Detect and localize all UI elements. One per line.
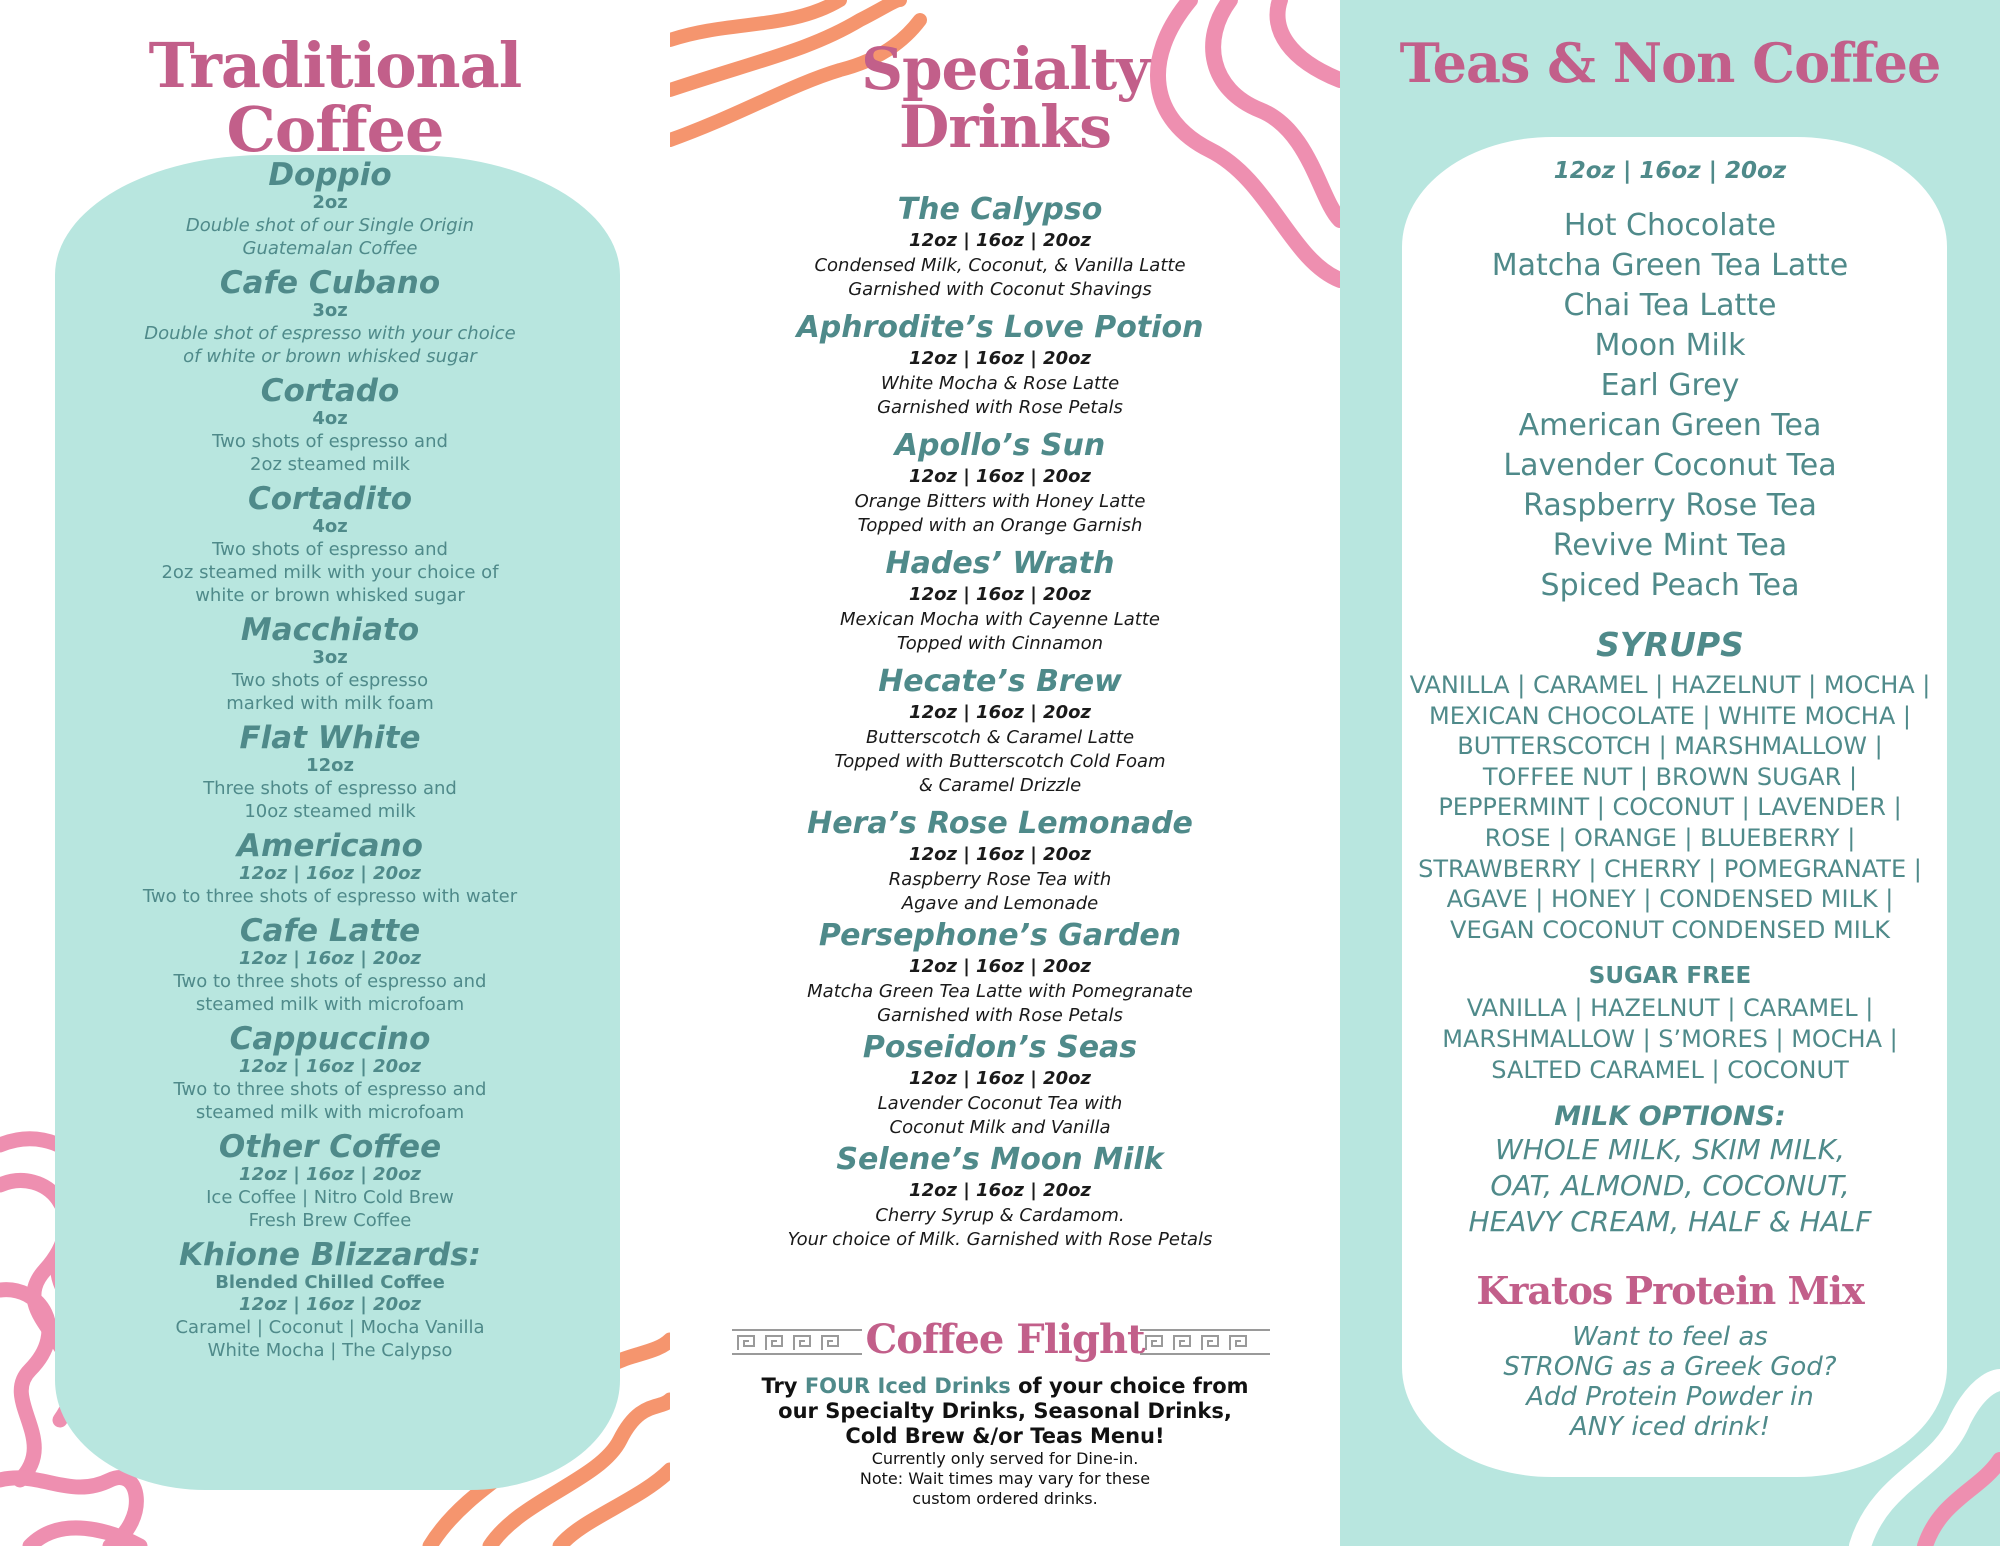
protein-line: Want to feel as — [1572, 1322, 1768, 1352]
traditional-coffee-panel — [0, 0, 670, 1546]
item-desc: Garnished with Coconut Shavings — [848, 279, 1152, 300]
menu-item-americano — [70, 829, 590, 908]
syrup-line: STRAWBERRY | CHERRY | POMEGRANATE | — [1418, 854, 1922, 883]
tea-item: Matcha Green Tea Latte — [1491, 248, 1849, 283]
item-name: Cafe Cubano — [219, 265, 441, 301]
item-desc: Double shot of espresso with your choice — [144, 323, 516, 344]
item-desc: Orange Bitters with Honey Latte — [854, 491, 1146, 512]
protein-section — [1340, 1322, 2000, 1442]
item-desc: Coconut Milk and Vanilla — [889, 1117, 1111, 1138]
tea-item: Revive Mint Tea — [1552, 528, 1788, 563]
item-size: 12oz — [306, 755, 354, 776]
menu-item-other-coffee — [70, 1130, 590, 1232]
item-size: 12oz | 16oz | 20oz — [239, 1056, 421, 1077]
item-desc: Caramel | Coconut | Mocha Vanilla — [175, 1317, 485, 1338]
menu-item-hecates-brew — [690, 664, 1310, 798]
flight-note: custom ordered drinks. — [912, 1489, 1098, 1508]
syrup-line: VANILLA | CARAMEL | HAZELNUT | MOCHA | — [1409, 671, 1931, 699]
item-desc: marked with milk foam — [226, 693, 434, 714]
item-name: Apollo’s Sun — [894, 428, 1106, 463]
tea-item: Hot Chocolate — [1563, 208, 1777, 243]
item-size: 4oz — [312, 516, 348, 537]
item-desc: Two to three shots of espresso and — [173, 971, 487, 992]
protein-line: STRONG as a Greek God? — [1503, 1352, 1837, 1382]
item-name: Cappuccino — [229, 1021, 431, 1057]
menu-item-the-calypso — [690, 192, 1310, 302]
tea-item: Earl Grey — [1600, 368, 1740, 403]
menu-item-hades-wrath — [690, 546, 1310, 656]
item-desc: Ice Coffee | Nitro Cold Brew — [206, 1187, 454, 1208]
item-desc: Two shots of espresso and — [212, 431, 448, 452]
menu-item-aphrodites-love-potion — [690, 310, 1310, 420]
tea-item: Spiced Peach Tea — [1540, 568, 1800, 603]
item-size: 12oz | 16oz | 20oz — [239, 863, 421, 884]
item-name: Flat White — [239, 720, 421, 756]
coffee-flight-title: Coffee Flight — [865, 1316, 1145, 1363]
traditional-title — [0, 29, 670, 166]
item-size: 3oz — [312, 300, 348, 321]
teas-list — [1380, 158, 1960, 606]
item-desc: Two shots of espresso — [231, 670, 429, 691]
title-line-1: Traditional — [148, 29, 522, 102]
item-size: 12oz | 16oz | 20oz — [909, 584, 1091, 605]
item-name: Khione Blizzards: — [178, 1237, 482, 1273]
menu-item-cappuccino — [70, 1022, 590, 1124]
syrup-line: MEXICAN CHOCOLATE | WHITE MOCHA | — [1429, 701, 1911, 730]
item-name: Doppio — [268, 157, 392, 193]
flight-line-3: Cold Brew &/or Teas Menu! — [845, 1424, 1165, 1448]
item-subtitle: Blended Chilled Coffee — [215, 1272, 445, 1293]
title-line-2: Coffee — [226, 93, 444, 166]
menu-item-heras-rose-lemonade — [690, 806, 1310, 916]
item-name: Persephone’s Garden — [818, 918, 1182, 953]
tea-item: Chai Tea Latte — [1563, 288, 1777, 323]
item-name: Selene’s Moon Milk — [836, 1142, 1164, 1177]
menu-item-doppio — [70, 158, 590, 260]
item-size: 12oz | 16oz | 20oz — [909, 230, 1091, 251]
item-desc: Garnished with Rose Petals — [877, 1005, 1123, 1026]
item-size: 3oz — [312, 647, 348, 668]
item-name: Hades’ Wrath — [885, 546, 1115, 581]
item-name: Aphrodite’s Love Potion — [796, 310, 1204, 345]
item-desc: Topped with Butterscotch Cold Foam — [834, 751, 1166, 772]
item-size: 2oz — [312, 192, 348, 213]
protein-title: Kratos Protein Mix — [1476, 1268, 1864, 1313]
milk-options-title: MILK OPTIONS: — [1554, 1101, 1786, 1133]
item-size: 12oz | 16oz | 20oz — [239, 1294, 421, 1315]
teas-title: Teas & Non Coffee — [1399, 31, 1941, 95]
item-size: 12oz | 16oz | 20oz — [909, 956, 1091, 977]
item-name: Hera’s Rose Lemonade — [807, 806, 1193, 841]
syrup-line: BUTTERSCOTCH | MARSHMALLOW | — [1457, 732, 1883, 761]
item-desc: Two to three shots of espresso with water — [142, 886, 518, 907]
greek-key-ornament-right — [1140, 1328, 1270, 1356]
protein-line: ANY iced drink! — [1569, 1412, 1771, 1442]
syrup-line: TOFFEE NUT | BROWN SUGAR | — [1482, 762, 1858, 791]
syrup-line: ROSE | ORANGE | BLUEBERRY | — [1484, 823, 1856, 852]
item-desc: steamed milk with microfoam — [195, 1102, 465, 1123]
flight-highlight: FOUR Iced Drinks — [804, 1374, 1011, 1398]
item-desc: Two to three shots of espresso and — [173, 1079, 487, 1100]
item-desc: Condensed Milk, Coconut, & Vanilla Latte — [814, 255, 1186, 276]
item-desc: Guatemalan Coffee — [242, 238, 418, 259]
item-desc: & Caramel Drizzle — [918, 775, 1082, 796]
item-desc: White Mocha & Rose Latte — [880, 373, 1120, 394]
teas-size: 12oz | 16oz | 20oz — [1553, 158, 1787, 184]
item-name: Cafe Latte — [239, 913, 421, 949]
menu-item-cortadito — [70, 482, 590, 607]
item-desc: Lavender Coconut Tea with — [877, 1093, 1123, 1114]
item-name: Macchiato — [240, 612, 420, 648]
item-desc: of white or brown whisked sugar — [183, 346, 477, 367]
item-size: 12oz | 16oz | 20oz — [909, 1180, 1091, 1201]
item-size: 12oz | 16oz | 20oz — [909, 348, 1091, 369]
flight-text: of your choice from — [1010, 1374, 1249, 1398]
item-desc: Mexican Mocha with Cayenne Latte — [839, 609, 1160, 630]
title-line-1: Specialty — [861, 35, 1149, 103]
sugar-free-line: SALTED CARAMEL | COCONUT — [1491, 1055, 1849, 1084]
milk-option-line: OAT, ALMOND, COCONUT, — [1490, 1169, 1850, 1203]
item-desc: Three shots of espresso and — [203, 778, 457, 799]
syrup-line: PEPPERMINT | COCONUT | LAVENDER | — [1438, 793, 1902, 822]
specialty-drinks-panel — [670, 0, 1340, 1546]
flight-line-2: our Specialty Drinks, Seasonal Drinks, — [778, 1399, 1232, 1423]
syrup-line: AGAVE | HONEY | CONDENSED MILK | — [1446, 885, 1894, 914]
item-name: Hecate’s Brew — [878, 664, 1122, 699]
menu-item-selenes-moon-milk — [690, 1142, 1310, 1252]
flight-note: Currently only served for Dine-in. — [871, 1449, 1139, 1468]
item-size: 12oz | 16oz | 20oz — [909, 466, 1091, 487]
item-desc: white or brown whisked sugar — [195, 585, 465, 606]
traditional-list — [70, 158, 590, 1368]
item-name: Americano — [237, 828, 423, 864]
syrups-section — [1340, 625, 2000, 1240]
item-desc: 2oz steamed milk — [250, 454, 410, 475]
item-desc: Fresh Brew Coffee — [248, 1210, 412, 1231]
greek-key-ornament-left — [732, 1328, 862, 1356]
item-size: 4oz — [312, 408, 348, 429]
item-size: 12oz | 16oz | 20oz — [239, 1164, 421, 1185]
item-desc: Butterscotch & Caramel Latte — [865, 727, 1135, 748]
item-size: 12oz | 16oz | 20oz — [909, 702, 1091, 723]
item-size: 12oz | 16oz | 20oz — [239, 948, 421, 969]
item-name: Cortadito — [247, 481, 412, 517]
syrup-line: VEGAN COCONUT CONDENSED MILK — [1450, 915, 1890, 944]
protein-line: Add Protein Powder in — [1526, 1382, 1814, 1412]
menu-item-khione-blizzards — [70, 1238, 590, 1362]
item-desc: Double shot of our Single Origin — [185, 215, 475, 236]
item-size: 12oz | 16oz | 20oz — [909, 844, 1091, 865]
milk-option-line: HEAVY CREAM, HALF & HALF — [1468, 1205, 1872, 1239]
coffee-flight-details — [710, 1374, 1300, 1509]
menu-item-macchiato — [70, 613, 590, 715]
item-desc: Raspberry Rose Tea with — [888, 869, 1112, 890]
sugar-free-line: MARSHMALLOW | S’MORES | MOCHA | — [1442, 1024, 1898, 1053]
item-desc: Garnished with Rose Petals — [877, 397, 1123, 418]
tea-item: Lavender Coconut Tea — [1503, 448, 1837, 483]
flight-note: Note: Wait times may vary for these — [859, 1469, 1151, 1488]
item-desc: Topped with Cinnamon — [896, 633, 1104, 654]
item-desc: 2oz steamed milk with your choice of — [161, 562, 499, 583]
item-desc: 10oz steamed milk — [244, 801, 416, 822]
item-name: Other Coffee — [218, 1129, 442, 1165]
menu-item-cafe-cubano — [70, 266, 590, 368]
item-desc: White Mocha | The Calypso — [207, 1340, 453, 1361]
milk-option-line: WHOLE MILK, SKIM MILK, — [1495, 1133, 1845, 1167]
flight-line-1 — [710, 1374, 1300, 1399]
sugar-free-line: VANILLA | HAZELNUT | CARAMEL | — [1466, 994, 1874, 1023]
item-desc: steamed milk with microfoam — [195, 994, 465, 1015]
tea-item: Raspberry Rose Tea — [1523, 488, 1817, 523]
specialty-list — [690, 192, 1310, 1258]
item-desc: Your choice of Milk. Garnished with Rose Petals — [787, 1229, 1213, 1250]
item-name: The Calypso — [897, 192, 1103, 227]
menu-item-persephones-garden — [690, 918, 1310, 1028]
menu-item-cortado — [70, 374, 590, 476]
title-line-2: Drinks — [899, 93, 1111, 161]
item-desc: Topped with an Orange Garnish — [857, 515, 1143, 536]
item-desc: Agave and Lemonade — [901, 893, 1099, 914]
menu-item-flat-white — [70, 721, 590, 823]
menu-item-cafe-latte — [70, 914, 590, 1016]
teas-non-coffee-panel — [1340, 0, 2000, 1546]
item-desc: Cherry Syrup & Cardamom. — [875, 1205, 1125, 1226]
syrups-title: SYRUPS — [1596, 625, 1744, 664]
item-name: Poseidon’s Seas — [862, 1030, 1138, 1065]
flight-text: Try — [761, 1374, 805, 1398]
item-size: 12oz | 16oz | 20oz — [909, 1068, 1091, 1089]
item-desc: Matcha Green Tea Latte with Pomegranate — [807, 981, 1193, 1002]
sugar-free-title: SUGAR FREE — [1588, 963, 1752, 990]
item-name: Cortado — [260, 373, 400, 409]
menu-item-apollos-sun — [690, 428, 1310, 538]
item-desc: Two shots of espresso and — [212, 539, 448, 560]
specialty-title — [670, 35, 1340, 161]
tea-item: Moon Milk — [1594, 328, 1746, 363]
tea-item: American Green Tea — [1518, 408, 1822, 443]
menu-item-poseidons-seas — [690, 1030, 1310, 1140]
